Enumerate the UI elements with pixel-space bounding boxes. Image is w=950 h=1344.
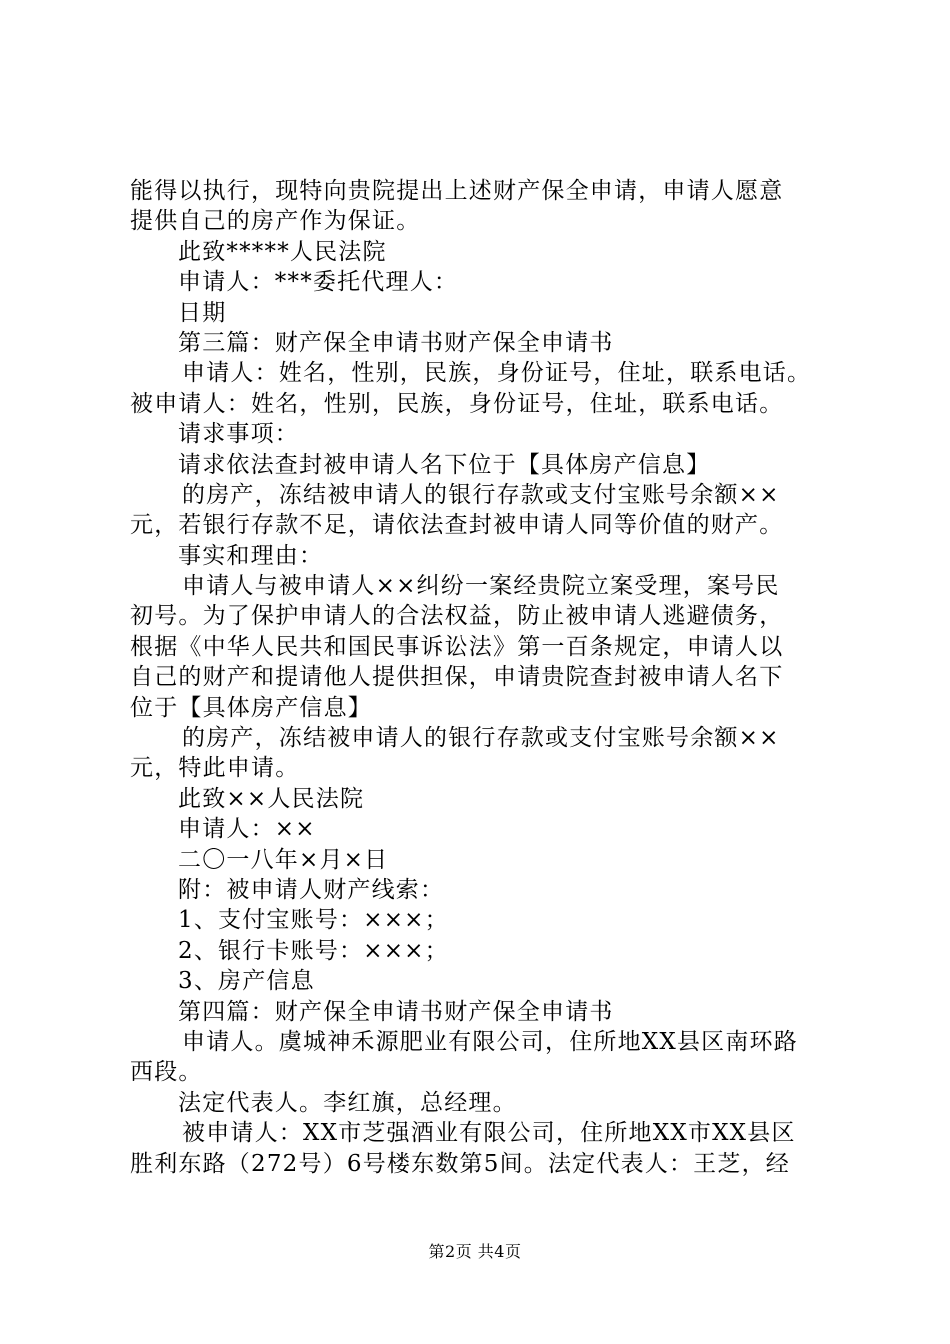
text-line: 申请人与被申请人××纠纷一案经贵院立案受理，案号民: [182, 573, 780, 600]
text-line: 附：被申请人财产线索：: [178, 876, 445, 903]
text-line: 被申请人：XX市芝强酒业有限公司，住所地XX市XX县区: [182, 1120, 796, 1147]
text-line: 能得以执行，现特向贵院提出上述财产保全申请，申请人愿意: [130, 178, 784, 204]
text-line: 1、支付宝账号：×××；: [178, 907, 449, 934]
text-line: 被申请人：姓名，性别，民族，身份证号，住址，联系电话。: [130, 390, 784, 417]
text-line: 胜利东路（272号）6号楼东数第5间。法定代表人：王芝，经: [130, 1150, 790, 1177]
text-line: 二〇一八年×月×日: [178, 846, 389, 873]
text-line: 根据《中华人民共和国民事诉讼法》第一百条规定，申请人以: [130, 633, 784, 660]
text-line: 事实和理由：: [178, 542, 324, 569]
text-line: 3、房产信息: [178, 968, 315, 995]
text-line: 的房产，冻结被申请人的银行存款或支付宝账号余额××: [182, 481, 780, 508]
text-line: 请求依法查封被申请人名下位于【具体房产信息】: [178, 451, 711, 478]
text-line: 初号。为了保护申请人的合法权益，防止被申请人逃避债务，: [130, 603, 784, 630]
text-line: 元，特此申请。: [130, 755, 300, 782]
text-line: 此致××人民法院: [178, 785, 365, 812]
text-line: 申请人：××: [178, 816, 316, 843]
text-line: 申请人：姓名，性别，民族，身份证号，住址，联系电话。: [182, 360, 812, 387]
page-footer: 第2页 共4页: [428, 1242, 522, 1261]
text-line: 自己的财产和提请他人提供担保，申请贵院查封被申请人名下: [130, 664, 784, 691]
text-line: 2、银行卡账号：×××；: [178, 937, 449, 964]
text-line: 位于【具体房产信息】: [130, 694, 372, 721]
document-body: [130, 176, 835, 1179]
text-line: 法定代表人。李红旗，总经理。: [178, 1089, 517, 1116]
text-line: 第四篇：财产保全申请书财产保全申请书: [178, 998, 614, 1025]
text-line: 西段。: [130, 1059, 203, 1086]
text-line: 第三篇：财产保全申请书财产保全申请书: [178, 329, 614, 356]
text-line: 申请人：***委托代理人：: [178, 269, 459, 296]
text-line: 此致*****人民法院: [178, 238, 387, 265]
text-line: 日期: [178, 299, 227, 326]
text-line: 提供自己的房产作为保证。: [130, 208, 421, 235]
text-line: 元，若银行存款不足，请依法查封被申请人同等价值的财产。: [130, 512, 784, 539]
text-line: 的房产，冻结被申请人的银行存款或支付宝账号余额××: [182, 725, 780, 752]
text-line: 申请人。虞城神禾源肥业有限公司，住所地XX县区南环路: [182, 1028, 798, 1055]
text-line: 请求事项：: [178, 421, 299, 448]
